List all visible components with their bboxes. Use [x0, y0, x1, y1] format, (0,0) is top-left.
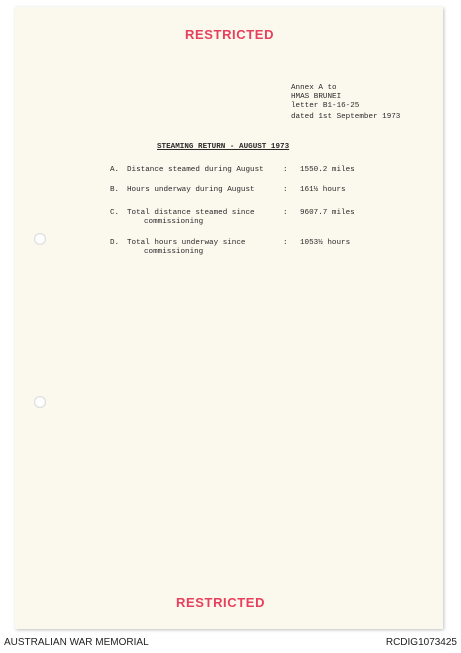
annex-line-1: Annex A to	[291, 84, 337, 92]
annex-line-2: HMAS BRUNEI	[291, 93, 342, 101]
row-a-value: 1550.2 miles	[300, 166, 355, 174]
row-d-label-cont: commissioning	[144, 248, 204, 256]
document-heading: STEAMING RETURN - AUGUST 1973	[157, 143, 290, 151]
footer-record-id: RCDIG1073425	[385, 637, 457, 648]
restricted-stamp-top: RESTRICTED	[185, 27, 275, 42]
row-d-letter: D.	[110, 239, 120, 247]
row-c-label-cont: commissioning	[144, 218, 204, 226]
annex-line-4: dated 1st September 1973	[291, 113, 401, 121]
document-page	[15, 7, 443, 629]
row-b-value: 161½ hours	[300, 186, 346, 194]
restricted-stamp-bottom: RESTRICTED	[176, 595, 266, 610]
row-d-separator: :	[283, 239, 288, 247]
row-c-value: 9607.7 miles	[300, 209, 355, 217]
row-a-separator: :	[283, 166, 288, 174]
row-c-separator: :	[283, 209, 288, 217]
row-b-separator: :	[283, 186, 288, 194]
row-d-label: Total hours underway since	[127, 239, 246, 247]
row-a-label: Distance steamed during August	[127, 166, 264, 174]
row-a-letter: A.	[110, 166, 120, 174]
row-c-letter: C.	[110, 209, 120, 217]
footer-archive-name: AUSTRALIAN WAR MEMORIAL	[4, 637, 149, 648]
punch-hole-top	[34, 233, 46, 245]
row-b-letter: B.	[110, 186, 120, 194]
row-b-label: Hours underway during August	[127, 186, 255, 194]
row-d-value: 1053½ hours	[300, 239, 351, 247]
row-c-label: Total distance steamed since	[127, 209, 255, 217]
punch-hole-bottom	[34, 396, 46, 408]
annex-line-3: letter B1-16-25	[291, 102, 360, 110]
